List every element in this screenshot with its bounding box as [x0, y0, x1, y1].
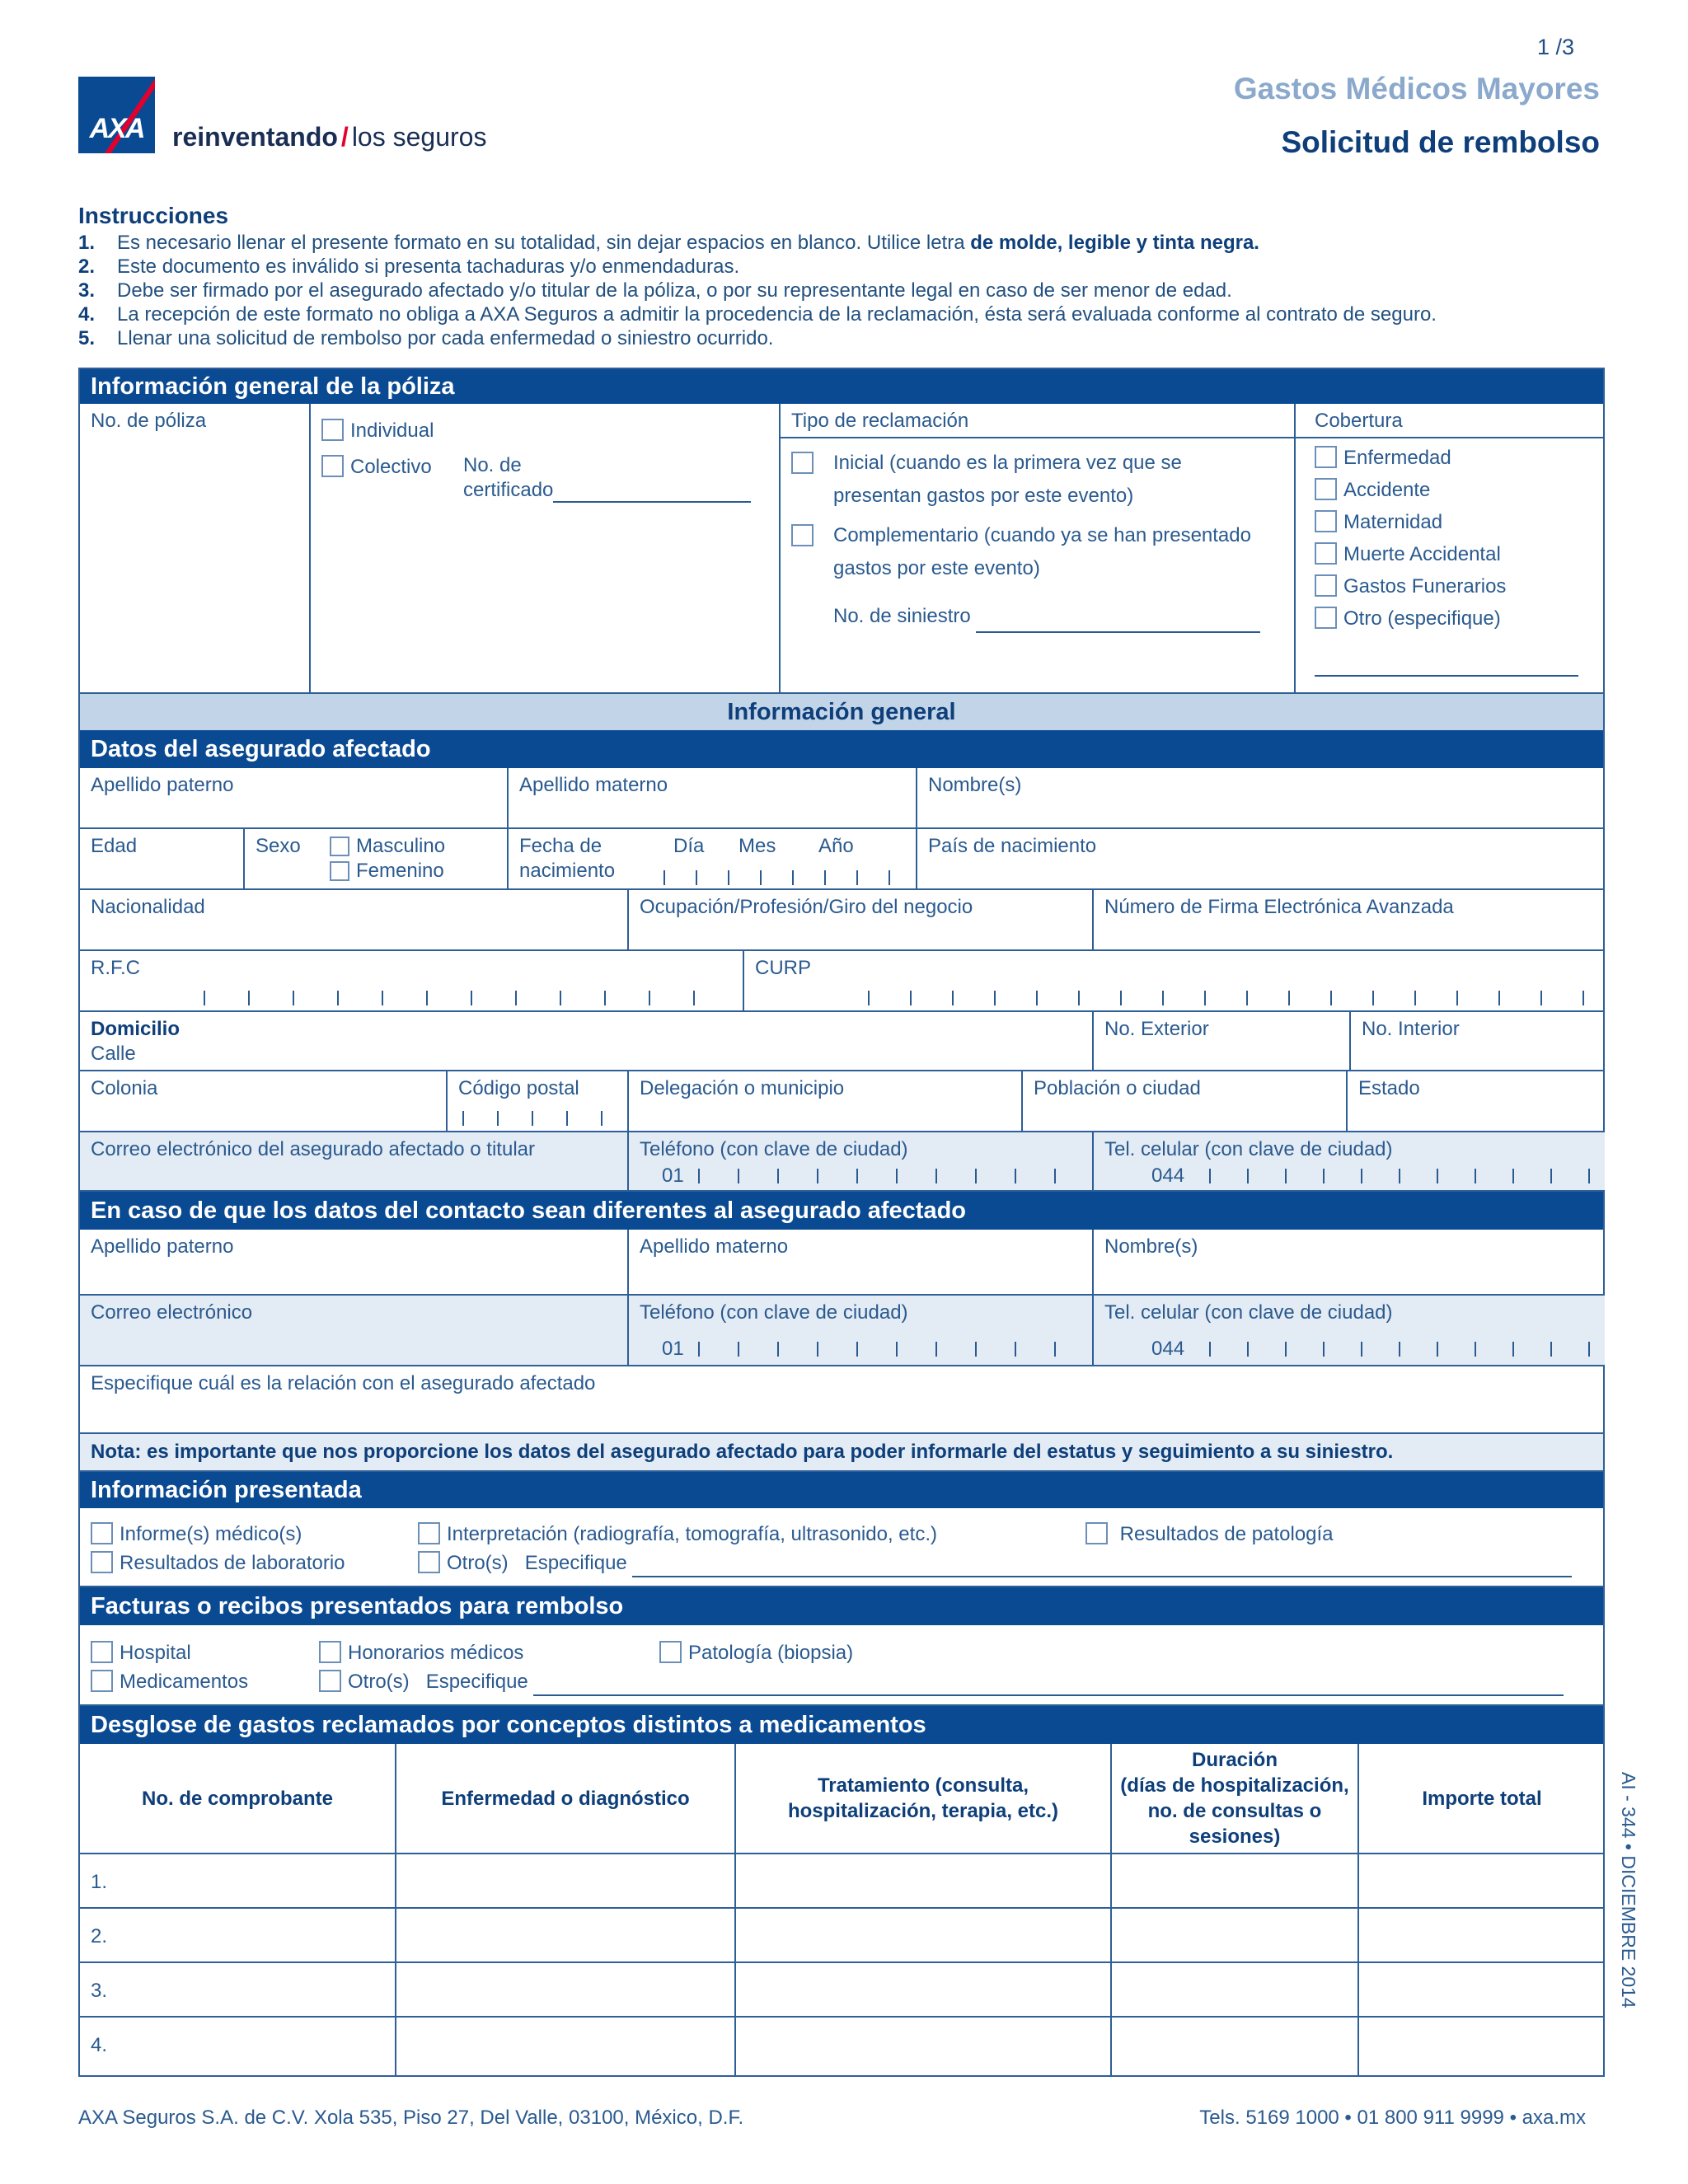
section-contact-header: En caso de que los datos del contacto sean diferentes al asegurado afectado: [80, 1192, 1603, 1230]
row-cell[interactable]: [736, 1963, 1112, 2018]
contact-tel-ticks: [698, 1342, 1077, 1357]
insured-celular[interactable]: Tel. celular (con clave de ciudad) 044: [1094, 1132, 1605, 1192]
insured-nacionalidad[interactable]: Nacionalidad: [80, 890, 629, 951]
row-cell[interactable]: [736, 2018, 1112, 2075]
row-cell[interactable]: [396, 2018, 736, 2075]
insured-nombres[interactable]: Nombre(s): [917, 768, 1605, 829]
col-header-comprobante: No. de comprobante: [80, 1744, 396, 1854]
row-cell[interactable]: [736, 1854, 1112, 1909]
row-number: 4.: [80, 2018, 396, 2075]
insured-apellido-paterno[interactable]: Apellido paterno: [80, 768, 509, 829]
interpretacion-checkbox[interactable]: [418, 1522, 440, 1544]
siniestro-field[interactable]: No. de siniestro: [833, 600, 1283, 633]
row-number: 1.: [80, 1854, 396, 1909]
row-cell[interactable]: [1112, 1963, 1359, 2018]
insured-colonia[interactable]: Colonia: [80, 1071, 448, 1132]
section-insured-header: Datos del asegurado afectado: [80, 730, 1603, 768]
insured-codigo-postal[interactable]: Código postal: [448, 1071, 629, 1132]
instructions: [78, 203, 1611, 350]
insured-sexo: Sexo Masculino Femenino: [245, 829, 509, 890]
coverage-checkbox-otro[interactable]: [1315, 607, 1337, 629]
tagline-bold: reinventando: [172, 122, 338, 152]
informe-checkbox[interactable]: [91, 1522, 113, 1544]
row-cell[interactable]: [1112, 1909, 1359, 1963]
contact-celular[interactable]: Tel. celular (con clave de ciudad) 044: [1094, 1296, 1605, 1366]
coverage-checkbox-enfermedad[interactable]: [1315, 446, 1337, 468]
section-presented-header: Información presentada: [80, 1472, 1603, 1508]
instruction-item: 4. La recepción de este formato no obliga a AXA Seguros a admitir la procedencia de la reclamación, ésta será evaluada conforme al contrato de seguro.: [78, 303, 1437, 326]
claim-form: [78, 368, 1605, 2077]
claim-type-group: Tipo de reclamación Inicial (cuando es la primera vez que se presentan gastos por este evento) Complementario (cuando ya se han presentado gastos por este evento) No. de siniestro: [781, 404, 1296, 692]
instruction-item: 3. Debe ser firmado por el asegurado afectado y/o titular de la póliza, o por su representante legal en caso de ser menor de edad.: [78, 279, 1232, 302]
presented-group: Informe(s) médico(s) Resultados de laboratorio Interpretación (radiografía, tomografía, ultrasonido, etc.) Otro(s) Especifique Resultados de patología: [80, 1508, 1605, 1587]
tagline: reinventando / los seguros: [172, 122, 487, 152]
insured-no-exterior[interactable]: No. Exterior: [1094, 1012, 1351, 1071]
femenino-checkbox[interactable]: [330, 861, 349, 881]
col-header-duracion: Duración (días de hospitalización, no. de consultas o sesiones): [1112, 1744, 1359, 1854]
invoices-group: Hospital Medicamentos Honorarios médicos Otro(s) Especifique Patología (biopsia): [80, 1625, 1605, 1706]
col-header-diagnostico: Enfermedad o diagnóstico: [396, 1744, 736, 1854]
otros-presented-checkbox[interactable]: [418, 1551, 440, 1573]
row-cell[interactable]: [396, 1909, 736, 1963]
row-cell[interactable]: [1359, 1963, 1605, 2018]
otros-invoice-checkbox[interactable]: [319, 1670, 341, 1692]
contact-cel-ticks: [1209, 1342, 1588, 1357]
contact-correo[interactable]: Correo electrónico: [80, 1296, 629, 1366]
patologia-biopsia-checkbox[interactable]: [659, 1641, 682, 1663]
coverage-checkbox-muerte[interactable]: [1315, 542, 1337, 565]
insured-firma[interactable]: Número de Firma Electrónica Avanzada: [1094, 890, 1605, 951]
hospital-checkbox[interactable]: [91, 1641, 113, 1663]
invoices-especifique-line[interactable]: [533, 1676, 1564, 1696]
contact-apellido-paterno[interactable]: Apellido paterno: [80, 1230, 629, 1296]
masculino-checkbox[interactable]: [330, 837, 349, 856]
insured-curp[interactable]: CURP: [744, 951, 1605, 1012]
colectivo-checkbox[interactable]: [321, 455, 344, 477]
insured-estado[interactable]: Estado: [1348, 1071, 1605, 1132]
coverage-checkbox-funerarios[interactable]: [1315, 574, 1337, 597]
presented-especifique-line[interactable]: [632, 1558, 1572, 1577]
honorarios-checkbox[interactable]: [319, 1641, 341, 1663]
curp-ticks: [868, 991, 1593, 1005]
insured-no-interior[interactable]: No. Interior: [1351, 1012, 1605, 1071]
coverage-checkbox-accidente[interactable]: [1315, 478, 1337, 500]
row-number: 2.: [80, 1909, 396, 1963]
col-header-importe: Importe total: [1359, 1744, 1605, 1854]
instructions-title: Instrucciones: [78, 203, 229, 228]
row-cell[interactable]: [1359, 1854, 1605, 1909]
contact-note: Nota: es importante que nos proporcione los datos del asegurado afectado para poder informarle del estatus y seguimiento a su siniestro.: [80, 1434, 1603, 1472]
policy-number-field[interactable]: No. de póliza: [80, 404, 311, 692]
insured-apellido-materno[interactable]: Apellido materno: [509, 768, 917, 829]
row-cell[interactable]: [736, 1909, 1112, 1963]
row-cell[interactable]: [396, 1963, 736, 2018]
policy-type-group: Individual Colectivo No. de certificado: [311, 404, 781, 692]
tagline-rest: los seguros: [351, 122, 487, 152]
instruction-item: 1. Es necesario llenar el presente formato en su totalidad, sin dejar espacios en blanco. Utilice letra de molde, legible y tinta negra.: [78, 232, 1259, 254]
tel-ticks: [698, 1169, 1077, 1183]
row-cell[interactable]: [1112, 2018, 1359, 2075]
medicamentos-checkbox[interactable]: [91, 1670, 113, 1692]
insured-rfc[interactable]: R.F.C: [80, 951, 744, 1012]
section-policy-header: Información general de la póliza: [80, 369, 1603, 404]
instruction-item: 5. Llenar una solicitud de rembolso por cada enfermedad o siniestro ocurrido.: [78, 327, 774, 349]
cel-ticks: [1209, 1169, 1588, 1183]
insured-edad[interactable]: Edad: [80, 829, 245, 890]
contact-nombres[interactable]: Nombre(s): [1094, 1230, 1605, 1296]
footer-address: AXA Seguros S.A. de C.V. Xola 535, Piso 27, Del Valle, 03100, México, D.F.: [78, 2107, 744, 2129]
individual-checkbox[interactable]: [321, 419, 344, 441]
laboratorio-checkbox[interactable]: [91, 1551, 113, 1573]
section-invoices-header: Facturas o recibos presentados para rembolso: [80, 1587, 1603, 1625]
row-cell[interactable]: [1359, 1909, 1605, 1963]
col-header-tratamiento: Tratamiento (consulta, hospitalización, terapia, etc.): [736, 1744, 1112, 1854]
general-info-header: Información general: [80, 692, 1603, 730]
cp-ticks: [462, 1111, 603, 1126]
coverage-checkbox-maternidad[interactable]: [1315, 510, 1337, 532]
date-ticks: [663, 870, 911, 885]
axa-logo: [78, 77, 155, 153]
insured-fecha-nacimiento[interactable]: Fecha de nacimiento Día Mes Año: [509, 829, 917, 890]
certificate-field[interactable]: No. de certificado: [463, 453, 751, 503]
contact-relacion[interactable]: Especifique cuál es la relación con el asegurado afectado: [80, 1366, 1605, 1434]
contact-apellido-materno[interactable]: Apellido materno: [629, 1230, 1094, 1296]
footer-phones: Tels. 5169 1000 • 01 800 911 9999 • axa.mx: [1199, 2107, 1586, 2129]
insured-telefono[interactable]: Teléfono (con clave de ciudad) 01: [629, 1132, 1094, 1192]
section-breakdown-header: Desglose de gastos reclamados por conceptos distintos a medicamentos: [80, 1706, 1603, 1744]
insured-correo[interactable]: Correo electrónico del asegurado afectado o titular: [80, 1132, 629, 1192]
page-number: 1 /3: [1536, 35, 1574, 59]
row-cell[interactable]: [1359, 2018, 1605, 2075]
rfc-ticks: [204, 991, 698, 1005]
logo-text: AXA: [89, 113, 144, 144]
header-subtitle: Gastos Médicos Mayores: [1233, 72, 1600, 105]
insured-calle[interactable]: Domicilio Calle: [80, 1012, 1094, 1071]
insured-pais[interactable]: País de nacimiento: [917, 829, 1605, 890]
row-cell[interactable]: [1112, 1854, 1359, 1909]
coverage-other-line[interactable]: [1315, 657, 1578, 677]
page-title: Solicitud de rembolso: [1281, 125, 1600, 159]
contact-telefono[interactable]: Teléfono (con clave de ciudad) 01: [629, 1296, 1094, 1366]
complementario-checkbox[interactable]: [791, 524, 814, 546]
insured-delegacion[interactable]: Delegación o municipio: [629, 1071, 1023, 1132]
insured-ocupacion[interactable]: Ocupación/Profesión/Giro del negocio: [629, 890, 1094, 951]
row-cell[interactable]: [396, 1854, 736, 1909]
instruction-item: 2. Este documento es inválido si presenta tachaduras y/o enmendaduras.: [78, 255, 740, 278]
insured-poblacion[interactable]: Población o ciudad: [1023, 1071, 1348, 1132]
form-code: AI - 344 • DICIEMBRE 2014: [1618, 1772, 1639, 2008]
inicial-checkbox[interactable]: [791, 452, 814, 474]
coverage-group: Cobertura Enfermedad Accidente Maternidad Muerte Accidental Gastos Funerarios Otro (especifique): [1296, 404, 1605, 692]
row-number: 3.: [80, 1963, 396, 2018]
patologia-result-checkbox[interactable]: [1085, 1522, 1108, 1544]
